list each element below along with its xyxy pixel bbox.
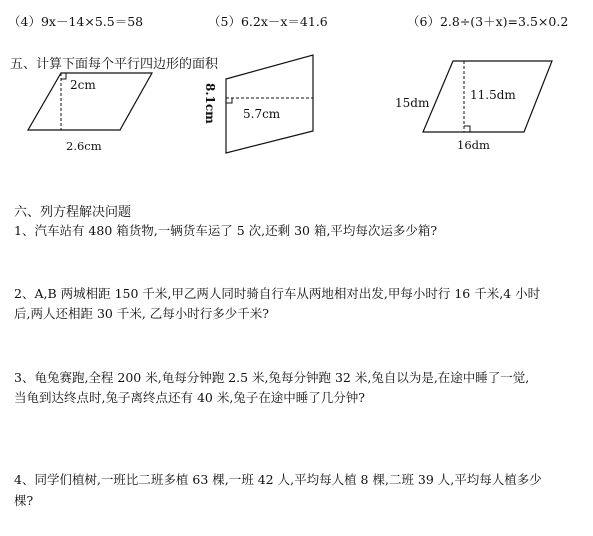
right-angle-mark xyxy=(226,98,232,103)
equation-5: （5）6.2x－x＝41.6 xyxy=(208,14,328,29)
parallelogram-3-side-label: 15dm xyxy=(395,96,430,110)
question-3-line-1: 3、龟兔赛跑,全程 200 米,龟每分钟跑 2.5 米,兔每分钟跑 32 米,兔自以为是,在途中睡了一觉, xyxy=(14,370,530,385)
parallelogram-2 xyxy=(203,55,313,153)
question-4-line-1: 4、同学们植树,一班比二班多植 63 棵,一班 42 人,平均每人植 8 棵,二班 39 人,平均每人植多少 xyxy=(14,472,542,487)
question-1-line-1: 1、汽车站有 480 箱货物,一辆货车运了 5 次,还剩 30 箱,平均每次运多少箱? xyxy=(14,223,438,238)
question-2-line-1: 2、A,B 两城相距 150 千米,甲乙两人同时骑自行车从两地相对出发,甲每小时行 16 千米,4 小时 xyxy=(14,286,541,301)
section-5-title: 五、计算下面每个平行四边形的面积 xyxy=(10,57,219,72)
equation-4: （4）9x－14×5.5＝58 xyxy=(8,14,144,29)
parallelogram-1-base-label: 2.6cm xyxy=(66,139,102,153)
parallelogram-2-height-label: 5.7cm xyxy=(243,107,281,121)
parallelogram-1-height-label: 2cm xyxy=(70,78,96,92)
section-6-title: 六、列方程解决问题 xyxy=(14,205,132,220)
question-3-line-2: 当龟到达终点时,兔子离终点还有 40 米,兔子在途中睡了几分钟? xyxy=(14,390,366,405)
parallelogram-3 xyxy=(395,61,552,152)
right-angle-mark xyxy=(464,126,470,132)
question-2-line-2: 后,两人还相距 30 千米, 乙每小时行多少千米? xyxy=(14,306,269,321)
parallelogram-2-outline xyxy=(226,55,313,153)
parallelogram-1 xyxy=(28,73,152,153)
parallelogram-2-side-label: 8.1cm xyxy=(203,83,217,124)
right-angle-mark xyxy=(61,73,66,79)
parallelogram-3-height-label: 11.5dm xyxy=(470,88,516,102)
question-4-line-2: 棵? xyxy=(14,493,34,508)
parallelogram-3-base-label: 16dm xyxy=(457,138,490,152)
equation-6: （6）2.8÷(3＋x)=3.5×0.2 xyxy=(407,14,569,29)
